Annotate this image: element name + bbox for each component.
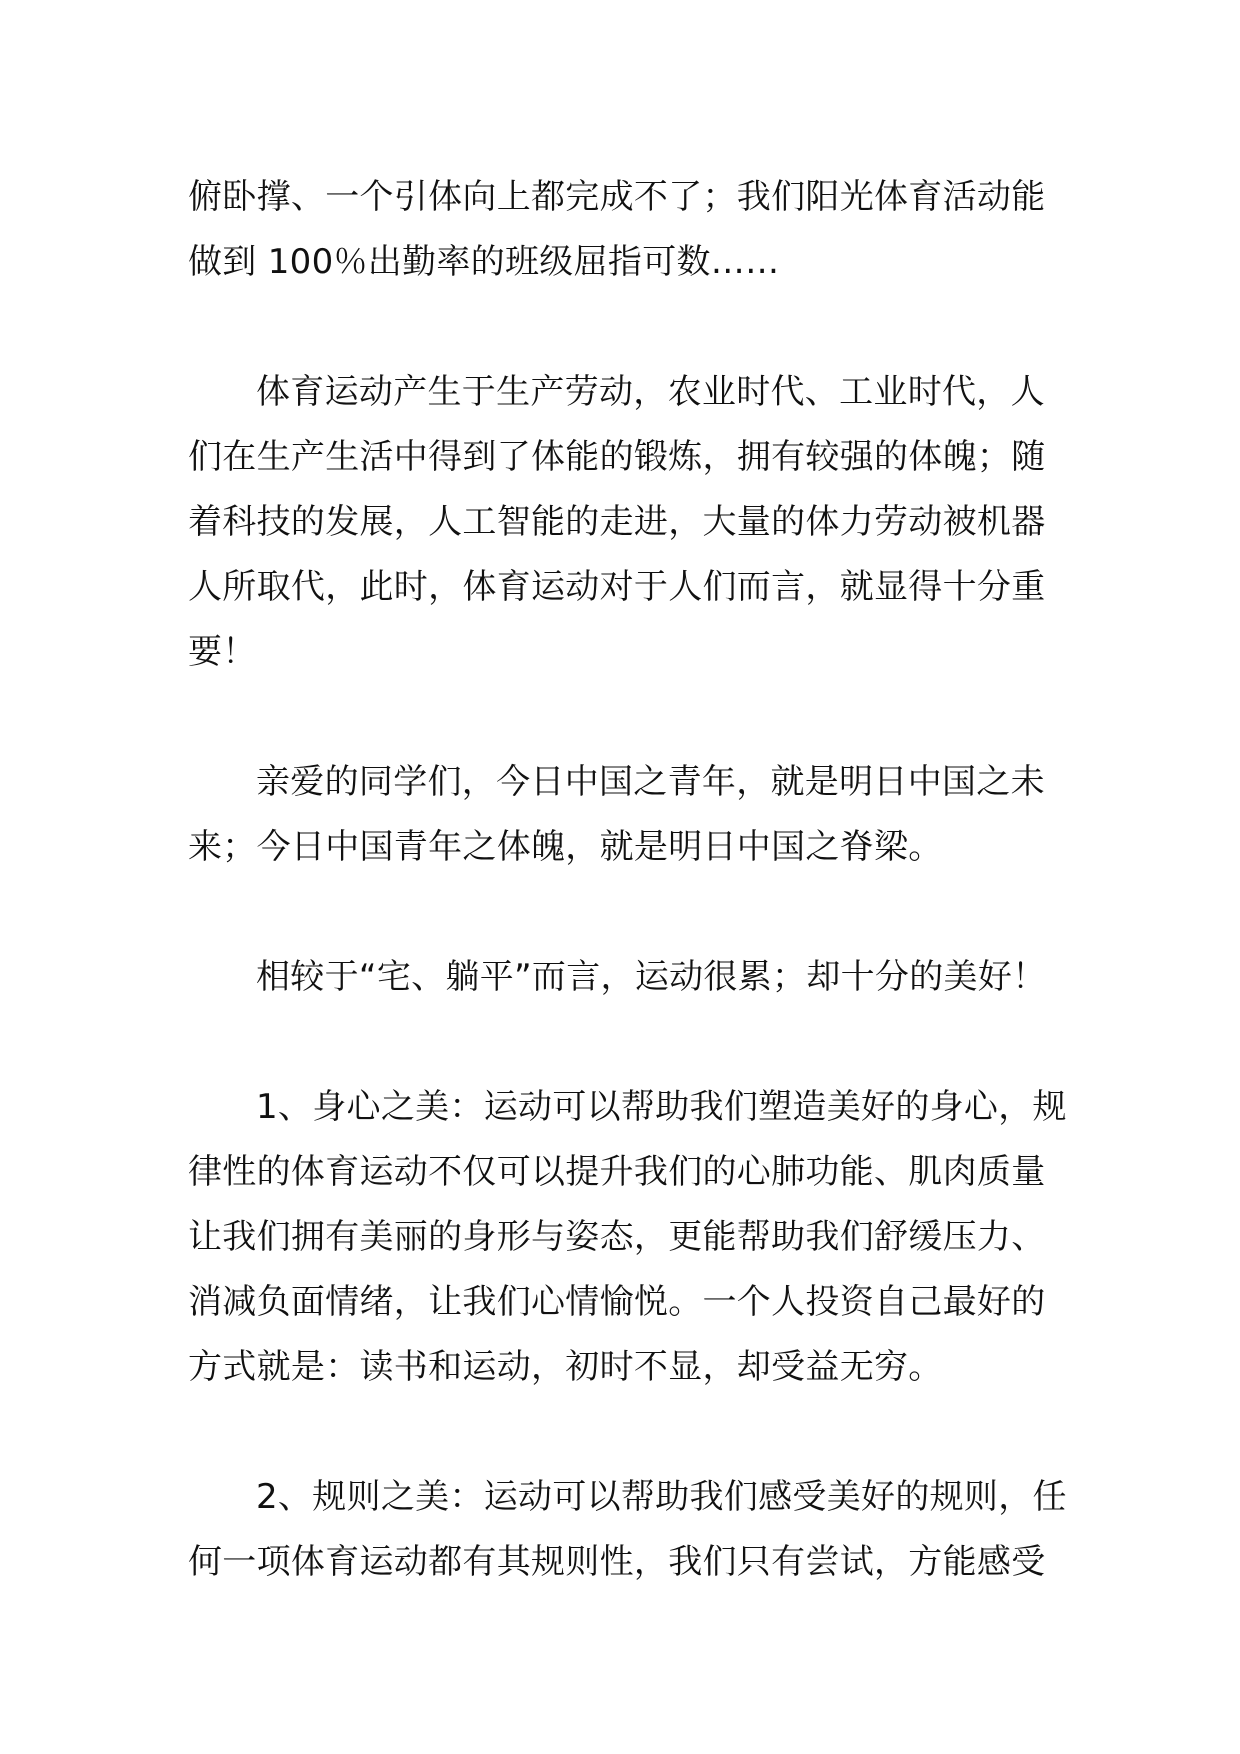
text-line: 让我们拥有美丽的身形与姿态，更能帮助我们舒缓压力、 [188, 1217, 1046, 1257]
text-line: 律性的体育运动不仅可以提升我们的心肺功能、肌肉质量 [188, 1152, 1046, 1192]
paragraph-first-line: 1、身心之美：运动可以帮助我们塑造美好的身心，规 [256, 1087, 1067, 1127]
text-line: 何一项体育运动都有其规则性，我们只有尝试，方能感受 [188, 1542, 1046, 1582]
paragraph-first-line: 体育运动产生于生产劳动，农业时代、工业时代，人 [256, 372, 1045, 412]
text-line: 来；今日中国青年之体魄，就是明日中国之脊梁。 [188, 827, 943, 867]
text-line: 要！ [188, 632, 257, 672]
text-line: 方式就是：读书和运动，初时不显，却受益无穷。 [188, 1347, 943, 1387]
text-line: 消减负面情绪，让我们心情愉悦。一个人投资自己最好的 [188, 1282, 1046, 1322]
text-line: 们在生产生活中得到了体能的锻炼，拥有较强的体魄；随 [188, 437, 1046, 477]
text-line: 人所取代，此时，体育运动对于人们而言，就显得十分重 [188, 567, 1046, 607]
paragraph-first-line: 2、规则之美：运动可以帮助我们感受美好的规则，任 [256, 1477, 1067, 1517]
text-line: 做到 100％出勤率的班级屈指可数…… [188, 242, 780, 282]
paragraph-first-line: 亲爱的同学们，今日中国之青年，就是明日中国之未 [256, 762, 1045, 802]
text-line: 俯卧撑、一个引体向上都完成不了；我们阳光体育活动能 [188, 177, 1046, 217]
text-line: 着科技的发展，人工智能的走进，大量的体力劳动被机器 [188, 502, 1046, 542]
paragraph-first-line: 相较于“宅、躺平”而言，运动很累；却十分的美好！ [256, 957, 1047, 997]
